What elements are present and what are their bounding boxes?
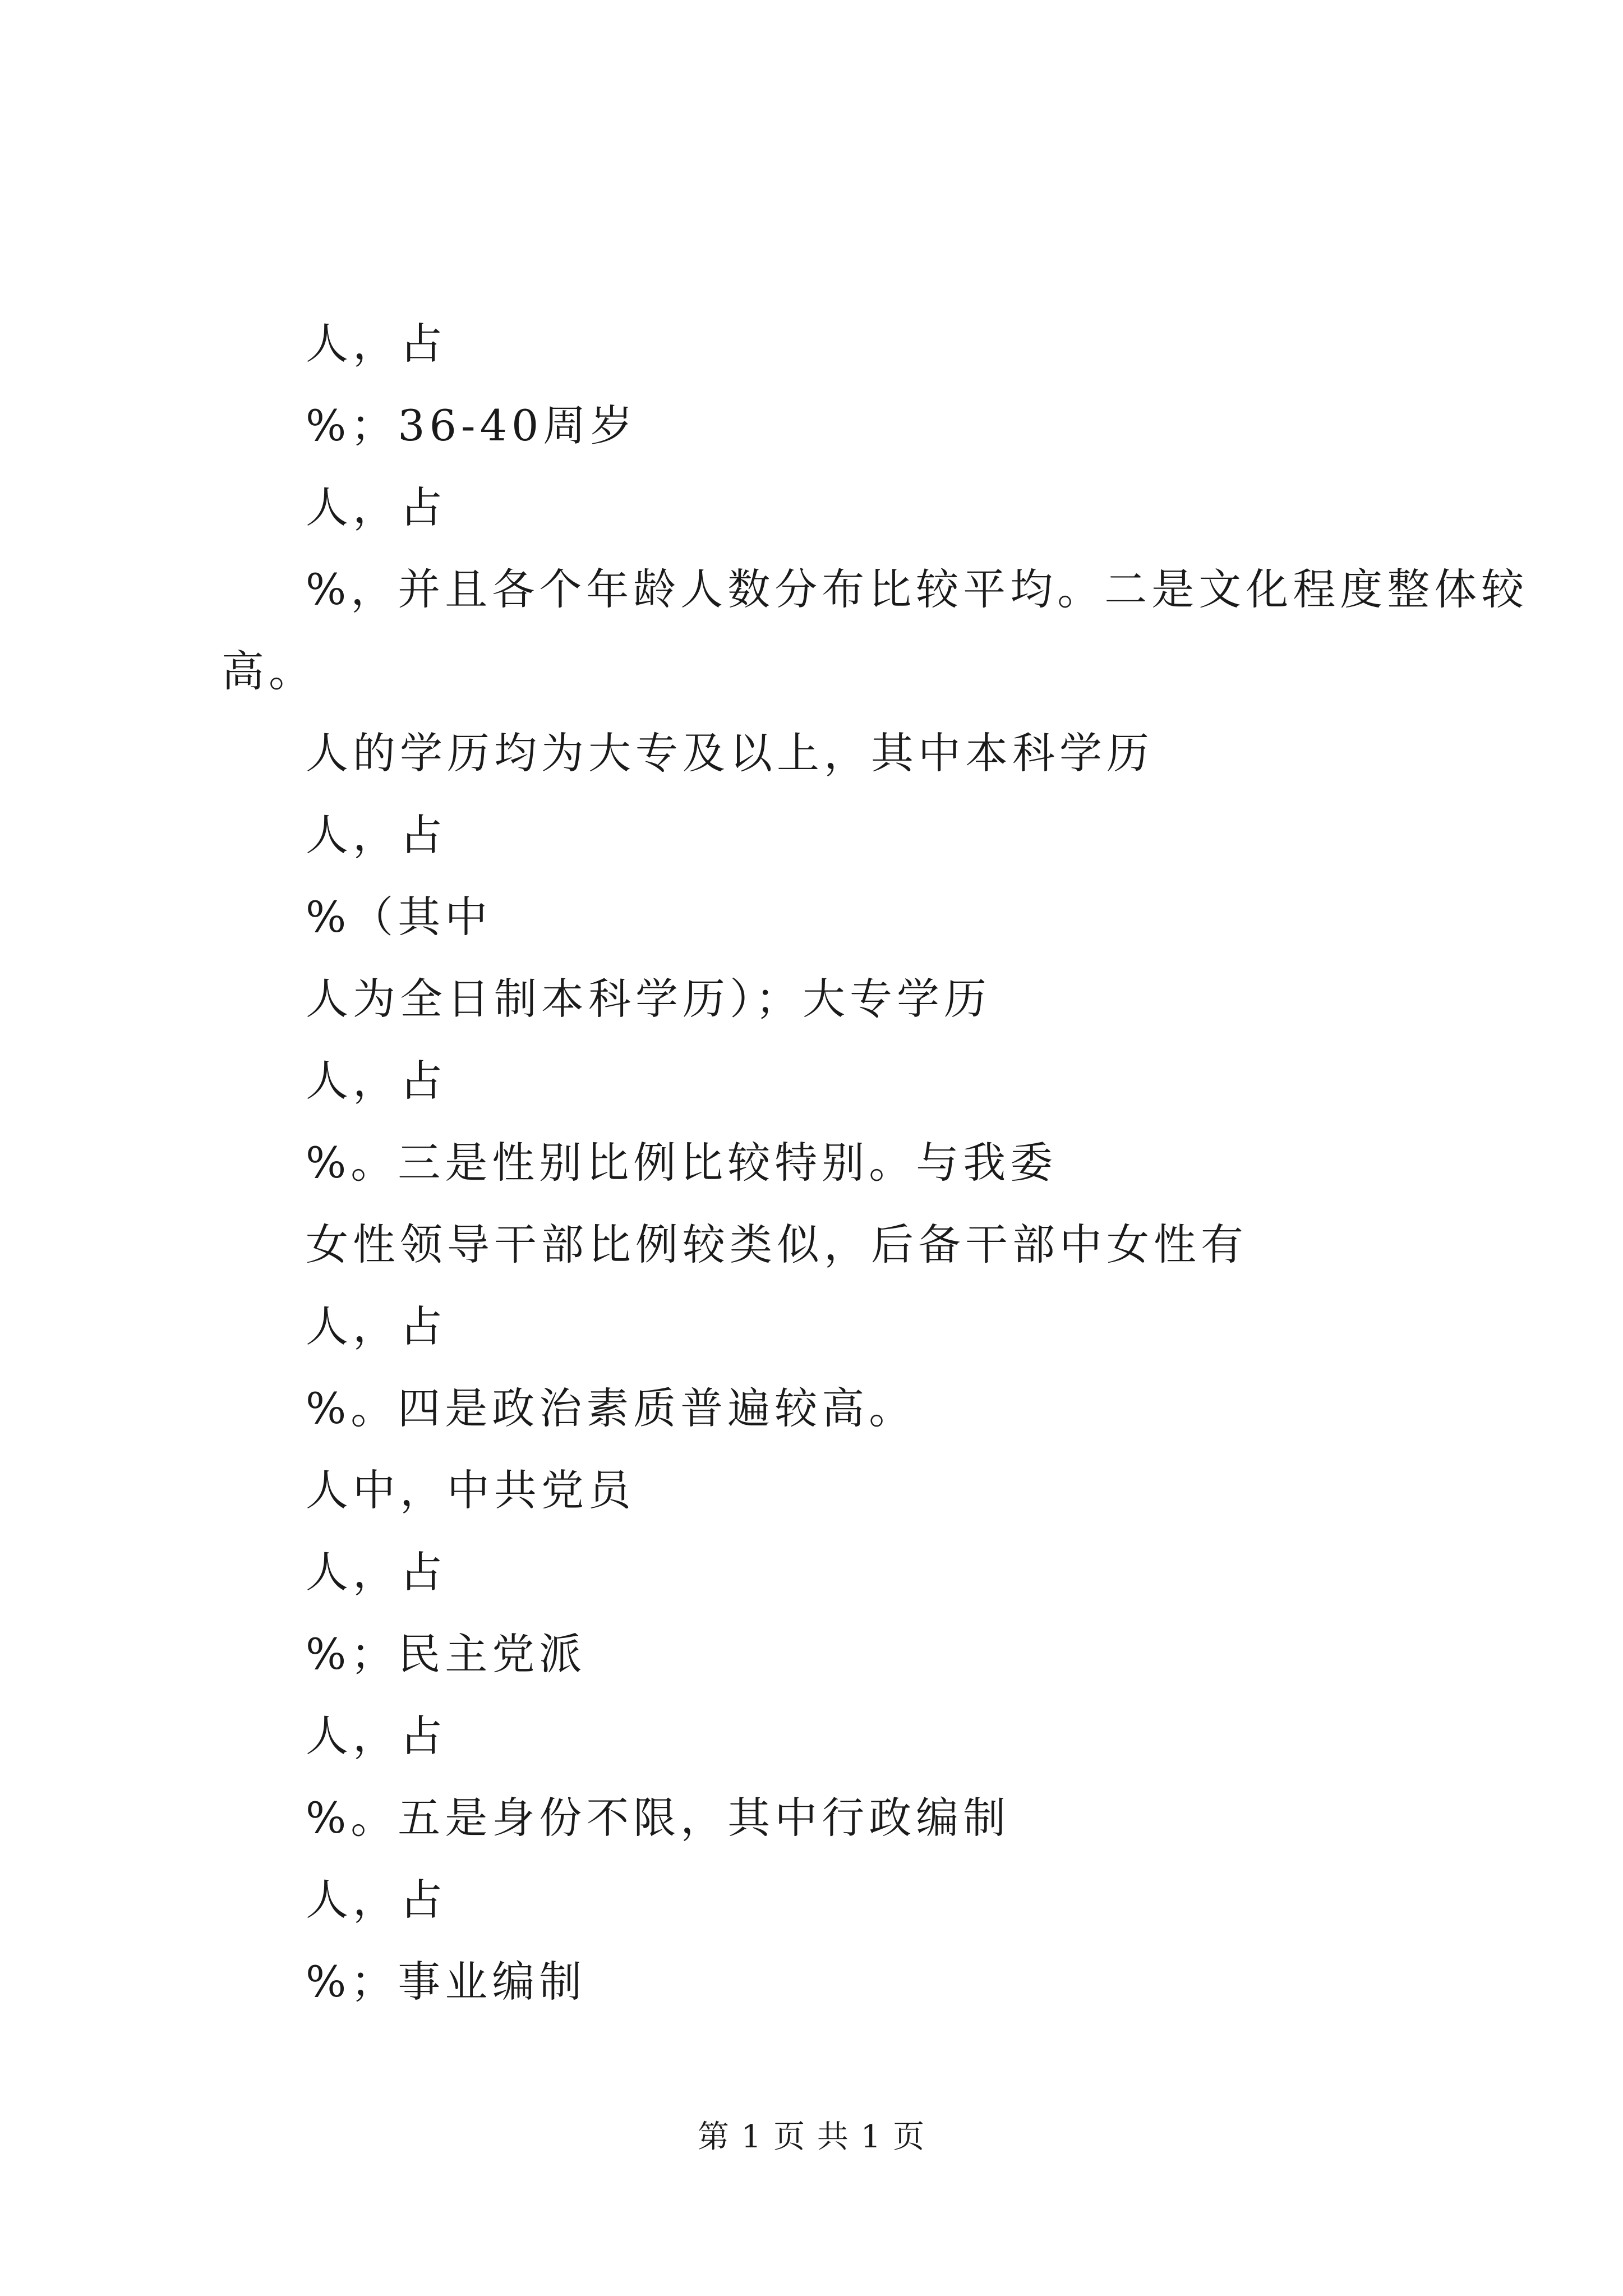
text-line: 高。	[222, 646, 316, 696]
text-line: 人，占	[306, 482, 447, 532]
text-line: %。四是政治素质普遍较高。	[306, 1383, 916, 1433]
text-line: 人，占	[306, 319, 447, 369]
text-line: 人，占	[306, 810, 447, 860]
document-body	[222, 303, 1529, 2023]
text-line: 人，占	[306, 1875, 447, 1925]
text-line: 人，占	[306, 1056, 447, 1106]
text-line: %。三是性别比例比较特别。与我委	[306, 1138, 1058, 1188]
text-line: %；36-40周岁	[306, 401, 638, 450]
text-line: %（其中	[306, 892, 492, 942]
text-line: %；民主党派	[306, 1629, 587, 1679]
text-line: 人的学历均为大专及以上，其中本科学历	[306, 728, 1154, 778]
text-line: %，并且各个年龄人数分布比较平均。二是文化程度整体较	[306, 564, 1529, 614]
text-line: %；事业编制	[306, 1957, 587, 2007]
text-line: 女性领导干部比例较类似，后备干部中女性有	[306, 1220, 1248, 1269]
text-line: %。五是身份不限，其中行政编制	[306, 1793, 1011, 1843]
text-line: 人，占	[306, 1301, 447, 1351]
page-number-footer: 第 1 页 共 1 页	[697, 2119, 926, 2155]
text-line: 人为全日制本科学历）；大专学历	[306, 974, 991, 1024]
text-line: 人中，中共党员	[306, 1465, 635, 1515]
text-line: 人，占	[306, 1547, 447, 1597]
text-line: 人，占	[306, 1711, 447, 1761]
